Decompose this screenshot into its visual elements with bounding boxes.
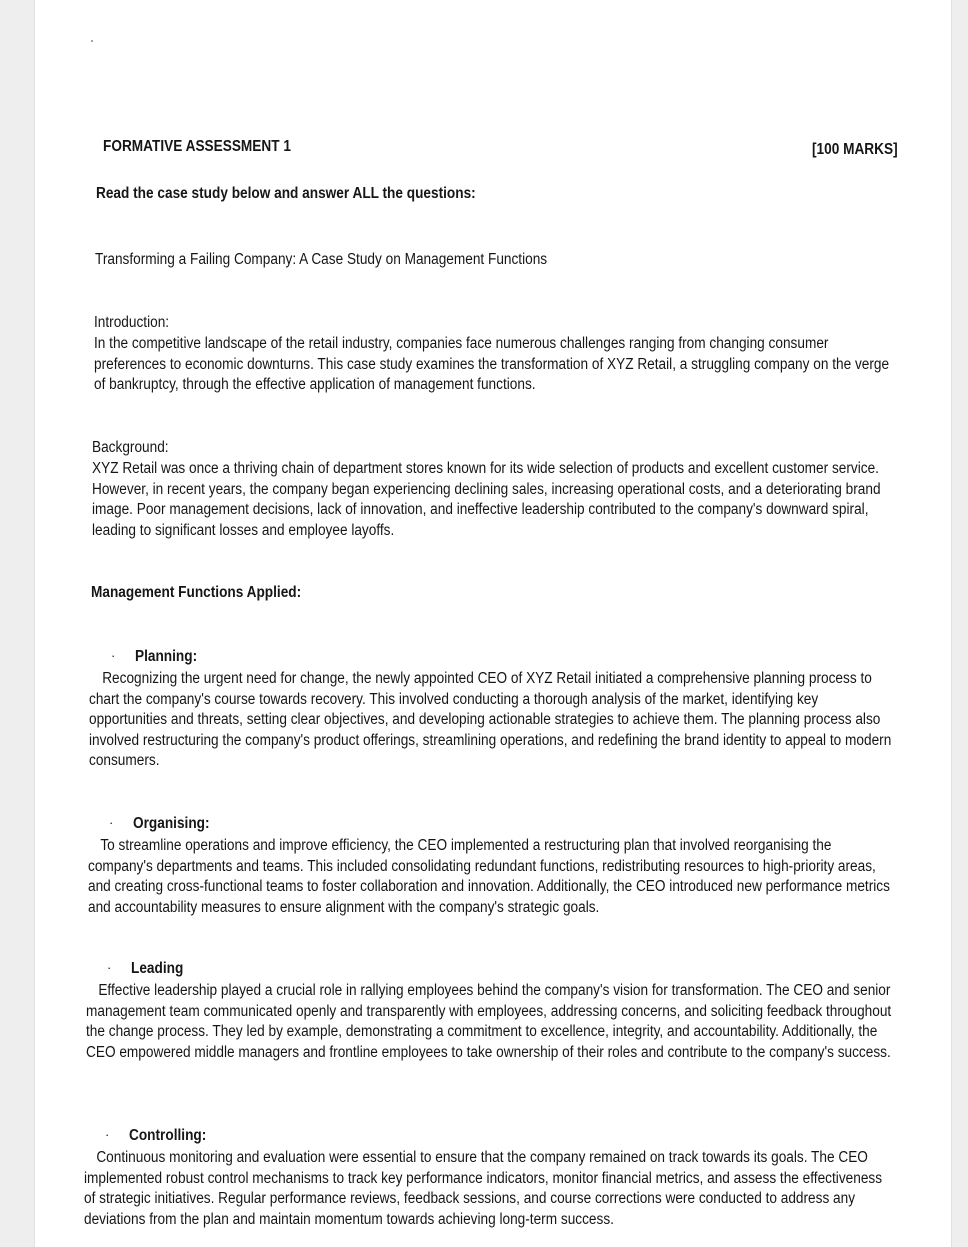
background-body: XYZ Retail was once a thriving chain of department stores known for its wide selection of products and excellent customer service. However, in recent years, the company began experiencing declining sales, increasing operational costs, and a deteriorating brand image. Poor management decisions, lack of innovation, and ineffective leadership contributed to the company's downward spiral, leading to significant losses and employee layoffs. <box>92 460 881 539</box>
assessment-title: FORMATIVE ASSESSMENT 1 <box>103 138 291 155</box>
introduction-body: In the competitive landscape of the retail industry, companies face numerous challenges ranging from changing consumer preferences to economic downturns. This case study examines the transformation of XYZ Retail, a struggling company on the verge of bankruptcy, through the effective application of management functions. <box>94 335 890 393</box>
scan-speck <box>91 40 93 42</box>
case-study-title: Transforming a Failing Company: A Case Study on Management Functions <box>95 251 548 268</box>
controlling-bullet: · <box>105 1127 110 1142</box>
organising-body: To streamline operations and improve efficiency, the CEO implemented a restructuring plan that involved reorganising the company's departments and teams. This included consolidating redundant functions, redistributing resources to high-priority areas, and creating cross-functional teams to foster collaboration and innovation. Additionally, the CEO introduced new performance metrics and accountability measures to ensure alignment with the company's strategic goals. <box>88 837 890 916</box>
introduction-heading: Introduction: <box>94 314 170 331</box>
background-heading: Background: <box>92 439 169 456</box>
leading-body: Effective leadership played a crucial role in rallying employees behind the company's vision for transformation. The CEO and senior management team communicated openly and transparently with employees, addressing concerns, and soliciting feedback throughout the change process. They led by example, demonstrating a commitment to excellence, integrity, and accountability. Additionally, the CEO empowered middle managers and frontline employees to take ownership of their roles and contribute to the company's success. <box>86 982 892 1061</box>
functions-heading: Management Functions Applied: <box>91 584 302 601</box>
controlling-heading: Controlling: <box>129 1127 207 1144</box>
planning-heading: Planning: <box>135 648 198 665</box>
instruction-text: Read the case study below and answer ALL the questions: <box>96 185 476 202</box>
organising-bullet: · <box>109 815 114 830</box>
planning-bullet: · <box>111 648 116 663</box>
leading-bullet: · <box>107 960 112 975</box>
document-page <box>34 0 952 1247</box>
leading-heading: Leading <box>131 960 184 977</box>
organising-heading: Organising: <box>133 815 210 832</box>
marks-label: [100 MARKS] <box>812 141 898 158</box>
planning-body: Recognizing the urgent need for change, the newly appointed CEO of XYZ Retail initiated a comprehensive planning process to chart the company's course towards recovery. This involved conducting a thorough analysis of the market, identifying key opportunities and threats, setting clear objectives, and developing actionable strategies to achieve them. The planning process also involved restructuring the company's product offerings, streamlining operations, and redefining the brand identity to appeal to modern consumers. <box>89 670 892 769</box>
controlling-body: Continuous monitoring and evaluation were essential to ensure that the company remained on track towards its goals. The CEO implemented robust control mechanisms to track key performance indicators, monitor financial metrics, and assess the effectiveness of strategic initiatives. Regular performance reviews, feedback sessions, and course corrections were conducted to address any deviations from the plan and maintain momentum towards achieving long-term success. <box>84 1149 883 1228</box>
